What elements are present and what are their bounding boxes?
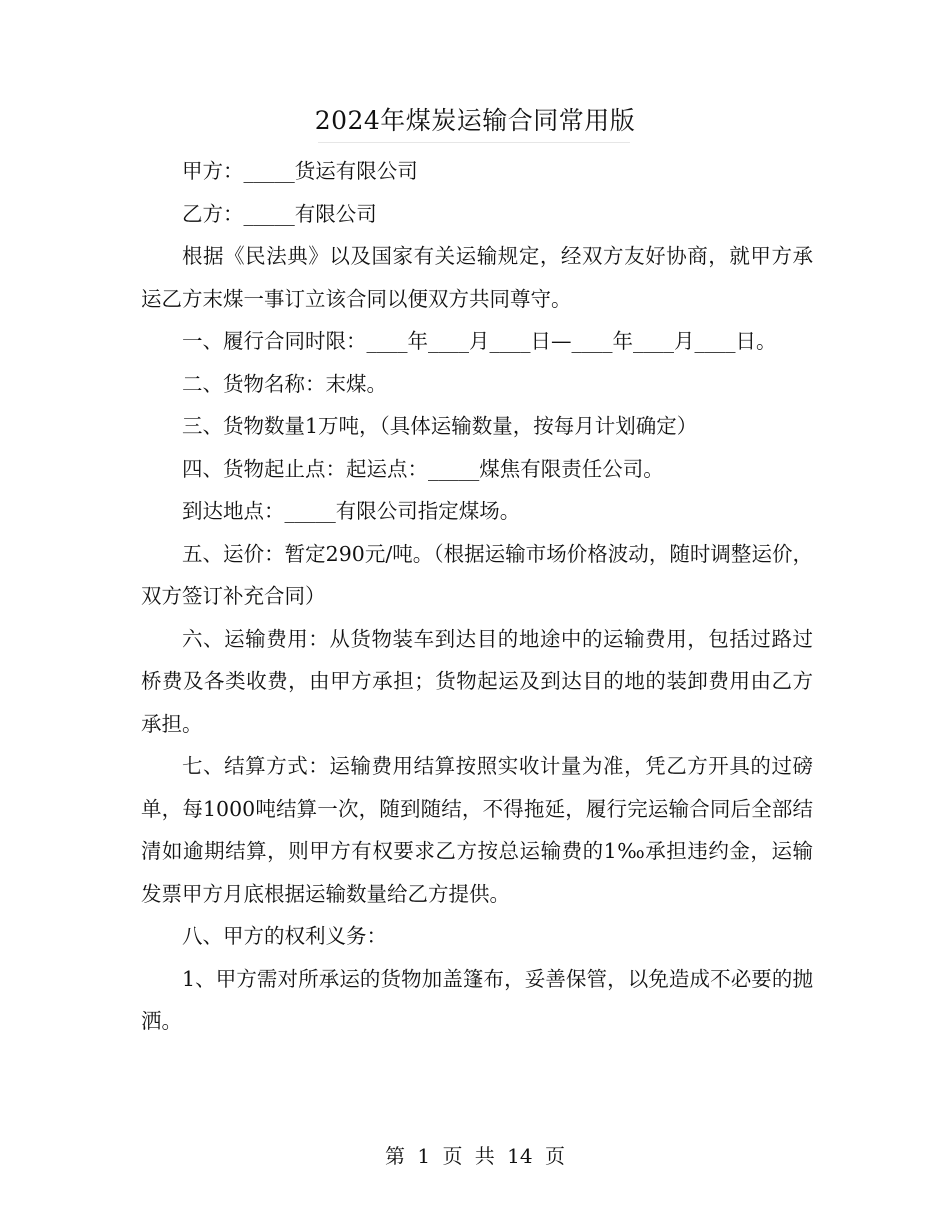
paragraph-freight-rate: 五、运价：暂定290元/吨。（根据运输市场价格波动，随时调整运价，双方签订补充合同） — [141, 541, 813, 608]
paragraph-party-b: 乙方：_____有限公司 — [182, 201, 377, 226]
paragraph-party-a: 甲方：_____货运有限公司 — [182, 159, 418, 183]
page-footer: 第 1 页 共 14 页 — [385, 1144, 565, 1168]
paragraph-goods-quantity: 三、货物数量1万吨，（具体运输数量，按每月计划确定） — [182, 414, 698, 438]
paragraph-transport-costs: 六、运输费用：从货物装车到达目的地途中的运输费用，包括过路过桥费及各类收费，由甲方承担；货物起运及到达目的地的装卸费用由乙方承担。 — [141, 626, 813, 736]
document-body — [141, 150, 813, 1043]
paragraph-preamble: 根据《民法典》以及国家有关运输规定，经双方友好协商，就甲方承运乙方末煤一事订立该合同以便双方共同尊守。 — [141, 244, 813, 311]
title-divider — [318, 142, 630, 143]
document-title: 2024年煤炭运输合同常用版 — [314, 106, 636, 135]
paragraph-origin: 四、货物起止点：起运点：_____煤焦有限责任公司。 — [182, 456, 664, 481]
paragraph-term: 一、履行合同时限：____年____月____日—____年____月____日。 — [182, 329, 777, 353]
paragraph-party-a-duties-heading: 八、甲方的权利义务： — [182, 924, 387, 948]
paragraph-duty-1: 1、甲方需对所承运的货物加盖篷布，妥善保管，以免造成不必要的抛洒。 — [141, 966, 813, 1033]
paragraph-destination: 到达地点：_____有限公司指定煤场。 — [182, 499, 521, 523]
paragraph-goods-name: 二、货物名称：末煤。 — [182, 371, 387, 396]
paragraph-settlement: 七、结算方式：运输费用结算按照实收计量为准，凭乙方开具的过磅单，每1000吨结算一次，随到随结，不得拖延，履行完运输合同后全部结清如逾期结算，则甲方有权要求乙方按总运输费的1‰承担违约金，运输发票甲方月底根据运输数量给乙方提供。 — [141, 754, 813, 906]
